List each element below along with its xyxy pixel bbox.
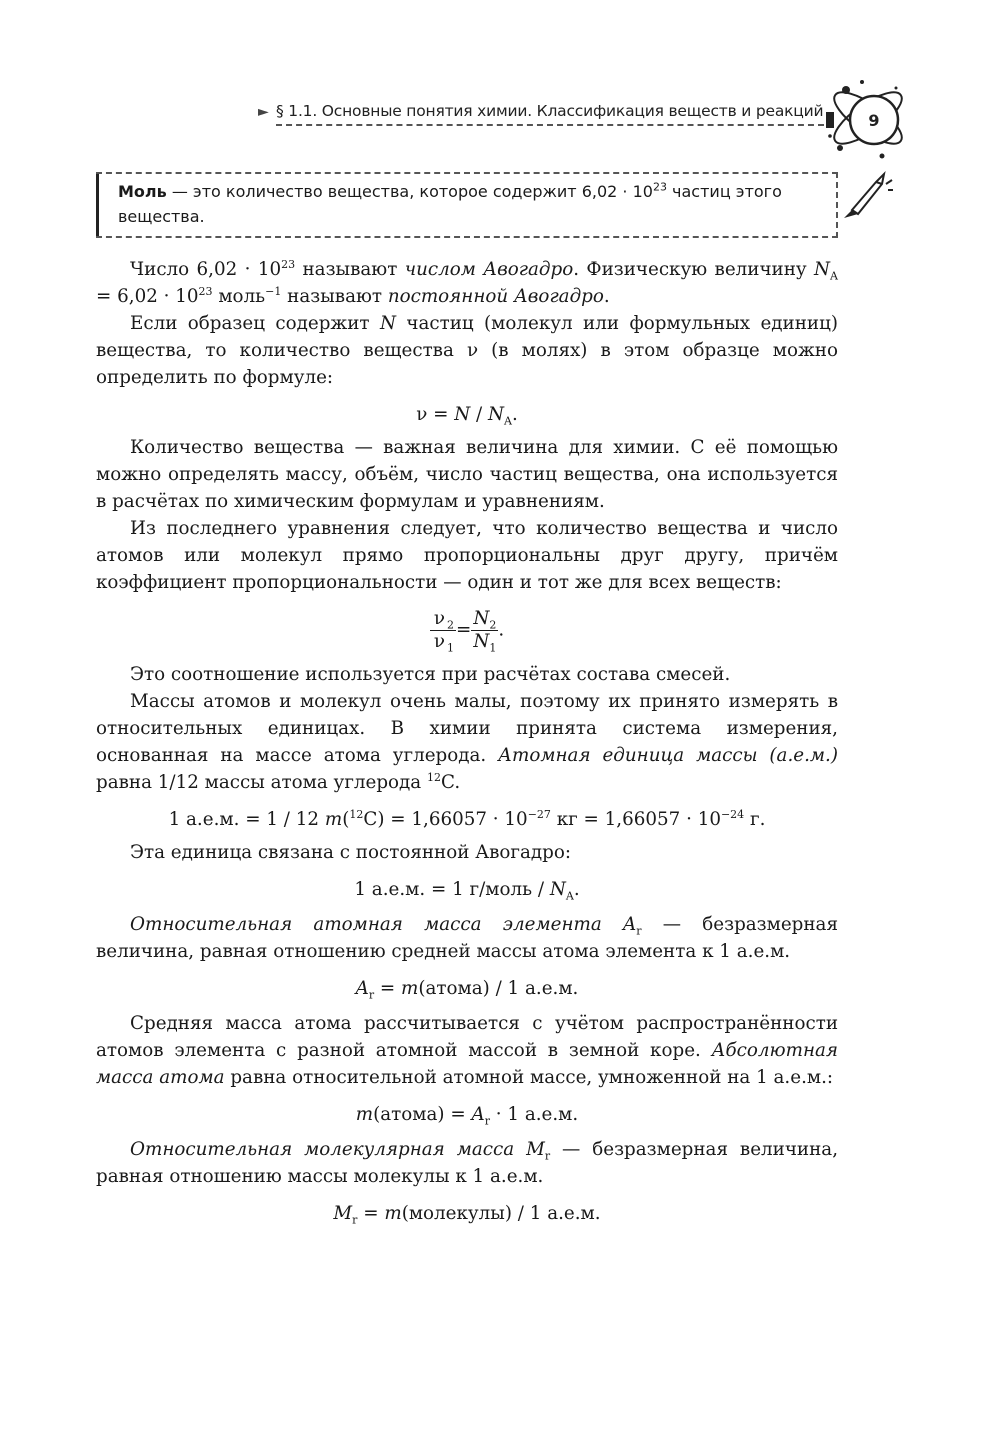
paragraph-proportional: Из последнего уравнения следует, что количество вещества и число атомов или молекул прямо пропорциональны друг другу, причём коэффициент пропорциональности — один и тот же для всех веществ: <box>96 518 838 593</box>
header-marker-icon: ► <box>258 104 269 120</box>
paragraph-amu-avogadro: Эта единица связана с постоянной Авогадро: <box>130 842 571 863</box>
paragraph-avogadro: Число $6,02 \cdot 10^{23}$ называют числом Авогадро. Физическую величину $N_A = 6,02 \cdot 10^{23}$ моль$^{-1}$ называют постоянной Авогадро. <box>96 257 838 307</box>
formula-mr: $M_r$ = m(молекулы) / 1 а.е.м. <box>333 1203 601 1227</box>
formula-nu: $\nu = N / N_A$. <box>416 404 518 428</box>
paragraph-mr: Относительная молекулярная масса $M_r$ — безразмерная величина, равная отношению массы молекулы к 1 а.е.м. <box>96 1139 838 1187</box>
formula-amu-value: 1 а.е.м. = 1 / 12 $m(^{12}C) = 1,66057 \cdot 10^{-27}$ кг = $1,66057 \cdot 10^{-24}$ г. <box>168 807 766 830</box>
paragraph-mixtures: Это соотношение используется при расчётах состава смесей. <box>130 664 731 685</box>
paragraph-amu: Массы атомов и молекул очень малы, поэтому их принято измерять в относительных единицах. В химии принята система измерения, основанная на массе атома углерода. Атомная единица массы (а.е.м.) равна 1/12 массы атома углерода $^{12}$C. <box>96 691 839 793</box>
paragraph-absolute-mass: Средняя масса атома рассчитывается с учётом распространённости атомов элемента с разной атомной массой в земной коре. Абсолютная масса атома равна относительной атомной массе, умноженной на 1 а.е.м.: <box>96 1013 838 1088</box>
paragraph-amount: Количество вещества — важная величина для химии. С её помощью можно определять массу, объём, число частиц вещества, она используется в расчётах по химическим формулам и уравнениям. <box>96 437 838 512</box>
definition-term: Моль <box>118 182 167 201</box>
page-number-badge <box>822 78 912 168</box>
pencil-icon <box>838 170 894 220</box>
formula-amu-avogadro: 1 а.е.м. = 1 г/моль / $N_A$. <box>354 879 580 903</box>
header-dashed-rule <box>276 124 824 126</box>
paragraph-sample: Если образец содержит N частиц (молекул или формульных единиц) вещества, то количество вещества ν (в молях) в этом образце можно определить по формуле: <box>96 313 838 388</box>
formula-ratio: $\frac{\nu _2}{\nu _1}$ = $\frac{N_2}{N_1}$ . <box>96 608 838 653</box>
definition-box <box>96 172 838 238</box>
running-header <box>258 100 828 128</box>
section-title: § 1.1. Основные понятия химии. Классификация веществ и реакций <box>276 102 824 120</box>
page-number: 9 <box>868 111 880 130</box>
main-text <box>96 256 838 1227</box>
formula-atom-mass: m(атома) = $A_r \cdot 1$ а.е.м. <box>355 1104 579 1128</box>
atom-icon <box>822 78 912 168</box>
formula-ar: $A_r$ = m(атома) / 1 а.е.м. <box>355 978 579 1002</box>
definition-text: Моль — это количество вещества, которое содержит $6,02 \cdot 10^{23}$ частиц этого вещества. <box>118 180 782 226</box>
paragraph-ar: Относительная атомная масса элемента $A_r$ — безразмерная величина, равная отношению средней массы атома элемента к 1 а.е.м. <box>96 914 838 962</box>
